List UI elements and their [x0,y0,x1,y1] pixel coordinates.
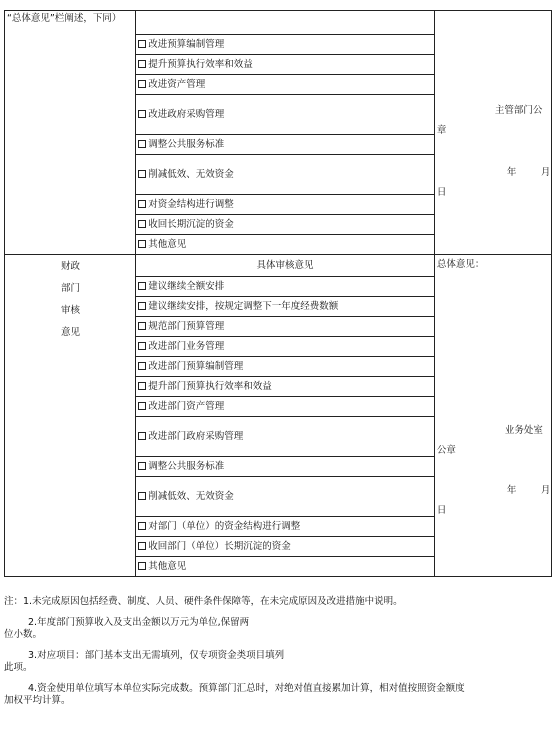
option-label: 改进资产管理 [148,78,206,90]
checkbox-icon[interactable] [138,110,146,118]
finance-label-line: 意见 [61,327,81,338]
review-table [4,10,552,577]
month-label: 月 [540,167,551,178]
finance-right-signature-cell [434,255,551,577]
day-label: 日 [436,187,447,198]
finance-option-row[interactable] [136,317,435,337]
overall-opinion-label: 总体意见： [436,259,485,270]
checkbox-icon[interactable] [138,542,146,550]
option-label: 提升部门预算执行效率和效益 [148,380,272,392]
top-option-row[interactable] [136,235,435,255]
checkbox-icon[interactable] [138,40,146,48]
checkbox-icon[interactable] [138,432,146,440]
checkbox-icon[interactable] [138,170,146,178]
seal-label: 公章 [436,445,456,456]
finance-option-row[interactable] [136,457,435,477]
checkbox-icon[interactable] [138,240,146,248]
finance-option-row[interactable] [136,477,435,517]
option-label: 削减低效、无效资金 [148,168,234,180]
option-label: 其他意见 [148,560,187,572]
top-blank-cell [136,11,435,35]
finance-option-row[interactable] [136,357,435,377]
option-label: 调整公共服务标准 [148,138,225,150]
note-2-line-2: 位小数。 [4,629,43,640]
finance-option-row[interactable] [136,557,435,577]
option-label: 建议继续全额安排 [148,280,225,292]
business-office-label: 业务处室 [504,425,543,436]
finance-header: 具体审核意见 [136,255,435,277]
option-label: 对部门（单位）的资金结构进行调整 [148,520,301,532]
finance-option-row[interactable] [136,537,435,557]
dept-seal-label: 主管部门公 [494,105,543,116]
top-option-row[interactable] [136,75,435,95]
option-label: 改进部门业务管理 [148,340,225,352]
checkbox-icon[interactable] [138,402,146,410]
option-label: 提升预算执行效率和效益 [148,58,253,70]
top-option-row[interactable] [136,155,435,195]
finance-label-line: 财政 [61,261,81,272]
checkbox-icon[interactable] [138,492,146,500]
top-option-row[interactable] [136,95,435,135]
finance-option-row[interactable] [136,417,435,457]
note-4-line-1: 4.资金使用单位填写本单位实际完成数。预算部门汇总时，对绝对值直接累加计算，相对值按照资金额度 [28,683,465,694]
option-label: 其他意见 [148,238,187,250]
option-label: 削减低效、无效资金 [148,490,234,502]
seal-label: 章 [436,125,447,136]
top-option-row[interactable] [136,35,435,55]
top-right-signature-cell [434,11,551,255]
option-label: 规范部门预算管理 [148,320,225,332]
checkbox-icon[interactable] [138,80,146,88]
note-2-line-1: 2.年度部门预算收入及支出金额以万元为单位,保留两 [28,617,250,628]
top-left-note: “总体意见”栏阐述，下同） [7,13,122,24]
top-option-row[interactable] [136,195,435,215]
option-label: 改进预算编制管理 [148,38,225,50]
option-label: 调整公共服务标准 [148,460,225,472]
finance-option-row[interactable] [136,297,435,317]
checkbox-icon[interactable] [138,302,146,310]
top-option-row[interactable] [136,135,435,155]
month-label: 月 [540,485,551,496]
finance-option-row[interactable] [136,397,435,417]
checkbox-icon[interactable] [138,282,146,290]
finance-dept-label-cell [5,255,136,577]
finance-label-line: 部门 [61,283,81,294]
finance-option-row[interactable] [136,377,435,397]
option-label: 收回长期沉淀的资金 [148,218,234,230]
note-3-line-2: 此项。 [4,662,33,673]
finance-label-line: 审核 [61,305,81,316]
checkbox-icon[interactable] [138,462,146,470]
option-label: 对资金结构进行调整 [148,198,234,210]
checkbox-icon[interactable] [138,220,146,228]
checkbox-icon[interactable] [138,562,146,570]
option-label: 改进部门政府采购管理 [148,430,244,442]
option-label: 建议继续安排，按规定调整下一年度经费数额 [148,300,339,312]
note-3-line-1: 3.对应项目：部门基本支出无需填列，仅专项资金类项目填列 [28,650,285,661]
checkbox-icon[interactable] [138,362,146,370]
note-4-line-2: 加权平均计算。 [4,695,71,706]
finance-option-row[interactable] [136,277,435,297]
top-option-row[interactable] [136,55,435,75]
checkbox-icon[interactable] [138,342,146,350]
year-label: 年 [506,485,517,496]
checkbox-icon[interactable] [138,60,146,68]
option-label: 改进部门资产管理 [148,400,225,412]
top-option-row[interactable] [136,215,435,235]
checkbox-icon[interactable] [138,322,146,330]
option-label: 收回部门（单位）长期沉淀的资金 [148,540,291,552]
option-label: 改进部门预算编制管理 [148,360,244,372]
checkbox-icon[interactable] [138,140,146,148]
footnotes [4,596,552,707]
checkbox-icon[interactable] [138,200,146,208]
finance-option-row[interactable] [136,337,435,357]
checkbox-icon[interactable] [138,522,146,530]
year-label: 年 [506,167,517,178]
option-label: 改进政府采购管理 [148,108,225,120]
finance-option-row[interactable] [136,517,435,537]
day-label: 日 [436,505,447,516]
note-1: 注：1.未完成原因包括经费、制度、人员、硬件条件保障等，在未完成原因及改进措施中说明。 [4,596,403,607]
checkbox-icon[interactable] [138,382,146,390]
top-left-note-cell [5,11,136,255]
